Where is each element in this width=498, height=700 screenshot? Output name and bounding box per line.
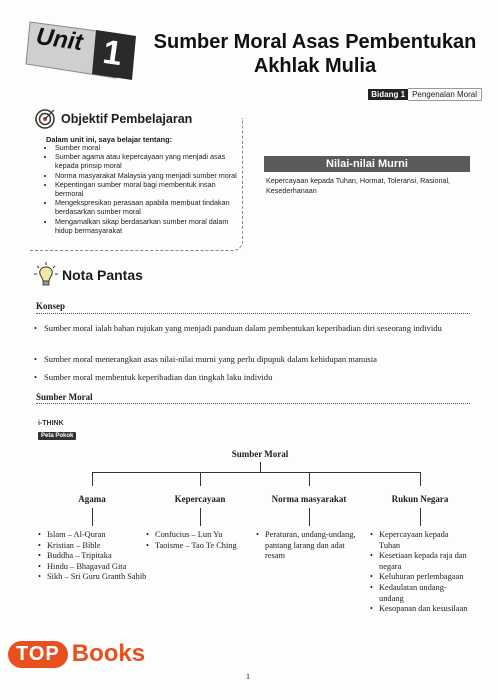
objektif-intro: Dalam unit ini, saya belajar tentang: xyxy=(46,135,173,144)
page-number: 1 xyxy=(246,672,250,681)
tree-connector xyxy=(92,508,93,526)
list-item: • Islam – Al-Quran xyxy=(38,530,146,541)
objektif-list xyxy=(46,143,245,235)
tree-connector xyxy=(260,462,261,472)
list-item: • Kesetiaan kepada raja dan negara xyxy=(370,551,470,572)
list-item: • Kesopanan dan kesusilaan xyxy=(370,604,470,615)
objektif-item: • Mengamalkan sikap berdasarkan sumber moral dalam hidup bermasyarakat xyxy=(55,217,245,235)
kepercayaan-list xyxy=(146,530,244,551)
tree-connector xyxy=(92,472,93,486)
tree-connector xyxy=(92,472,420,473)
konsep-item: • Sumber moral membentuk keperibadian dan tingkah laku individu xyxy=(34,371,484,383)
ithink-label: i-THINK xyxy=(38,420,64,427)
tree-connector xyxy=(200,508,201,526)
objektif-item: • Kepentingan sumber moral bagi membentuk insan bermoral xyxy=(55,180,245,198)
nota-heading xyxy=(34,262,143,288)
konsep-divider xyxy=(36,313,470,314)
list-item: • Kepercayaan kepada Tuhan xyxy=(370,530,470,551)
nilai-body: Kepercayaan kepada Tuhan, Hormat, Toleransi, Rasional, Kesederhanaan xyxy=(266,176,451,195)
list-item: • Keluhuran perlembagaan xyxy=(370,572,470,583)
list-item: • Buddha – Tripitaka xyxy=(38,551,146,562)
target-icon xyxy=(34,108,56,130)
list-item: • Taoisme – Tao Te Ching xyxy=(146,541,244,552)
list-item: • Sikh – Sri Guru Granth Sahib xyxy=(38,572,155,583)
rukun-list xyxy=(370,530,470,615)
tree-connector xyxy=(420,472,421,486)
list-item: • Hindu – Bhagavad Gita xyxy=(38,562,133,573)
tree-connector xyxy=(309,472,310,486)
konsep-heading: Konsep xyxy=(36,301,66,311)
unit-number: 1 xyxy=(100,32,125,74)
bidang-name: Pengenalan Moral xyxy=(408,88,482,101)
bidang-tag xyxy=(368,88,482,101)
sumber-divider xyxy=(36,403,470,404)
list-item: • Confucius – Lun Yu xyxy=(146,530,244,541)
konsep-item: • Sumber moral ialah bahan rujukan yang menjadi panduan dalam pembentukan keperibadian diri seseorang individu xyxy=(34,322,484,334)
konsep-item: • Sumber moral menerangkan asas nilai-nilai murni yang perlu dipupuk dalam kehidupan manusia xyxy=(34,353,484,365)
bidang-label: Bidang 1 xyxy=(368,89,408,100)
logo-books-text: Books xyxy=(71,640,146,667)
tree-category-norma: Norma masyarakat xyxy=(271,494,347,504)
page-title: Sumber Moral Asas Pembentukan Akhlak Mulia xyxy=(153,31,477,77)
tree-category-rukun: Rukun Negara xyxy=(391,494,449,504)
tree-connector xyxy=(200,472,201,486)
objektif-item: • Sumber agama atau kepercayaan yang menjadi asas kepada prinsip moral xyxy=(55,152,245,170)
list-item: • Kristian – Bible xyxy=(38,541,146,552)
norma-list xyxy=(256,530,364,562)
peta-pokok-badge: Peta Pokok xyxy=(38,432,76,440)
list-item: • Kedaulatan undang-undang xyxy=(370,583,470,604)
topbooks-logo xyxy=(8,640,145,668)
tree-category-agama: Agama xyxy=(78,494,106,504)
objektif-item: • Norma masyarakat Malaysia yang menjadi sumber moral xyxy=(55,171,245,180)
tree-root: Sumber Moral xyxy=(231,449,289,459)
logo-top-text: TOP xyxy=(8,641,68,668)
unit-label: Unit xyxy=(34,22,85,57)
objektif-item: • Mengekspresikan perasaan apabila membuat tindakan berdasarkan sumber moral xyxy=(55,198,245,216)
lightbulb-icon xyxy=(34,262,58,288)
nota-title: Nota Pantas xyxy=(62,267,143,283)
tree-category-kepercayaan: Kepercayaan xyxy=(174,494,226,504)
agama-list xyxy=(38,530,146,583)
objektif-item: • Sumber moral xyxy=(55,143,245,152)
objektif-title: Objektif Pembelajaran xyxy=(61,112,193,126)
tree-connector xyxy=(420,508,421,526)
sumber-heading: Sumber Moral xyxy=(36,392,93,402)
list-item: • Peraturan, undang-undang, pantang larang dan adat resam xyxy=(256,530,364,562)
nilai-title: Nilai-nilai Murni xyxy=(264,156,470,172)
objektif-heading xyxy=(34,108,192,130)
tree-connector xyxy=(309,508,310,526)
